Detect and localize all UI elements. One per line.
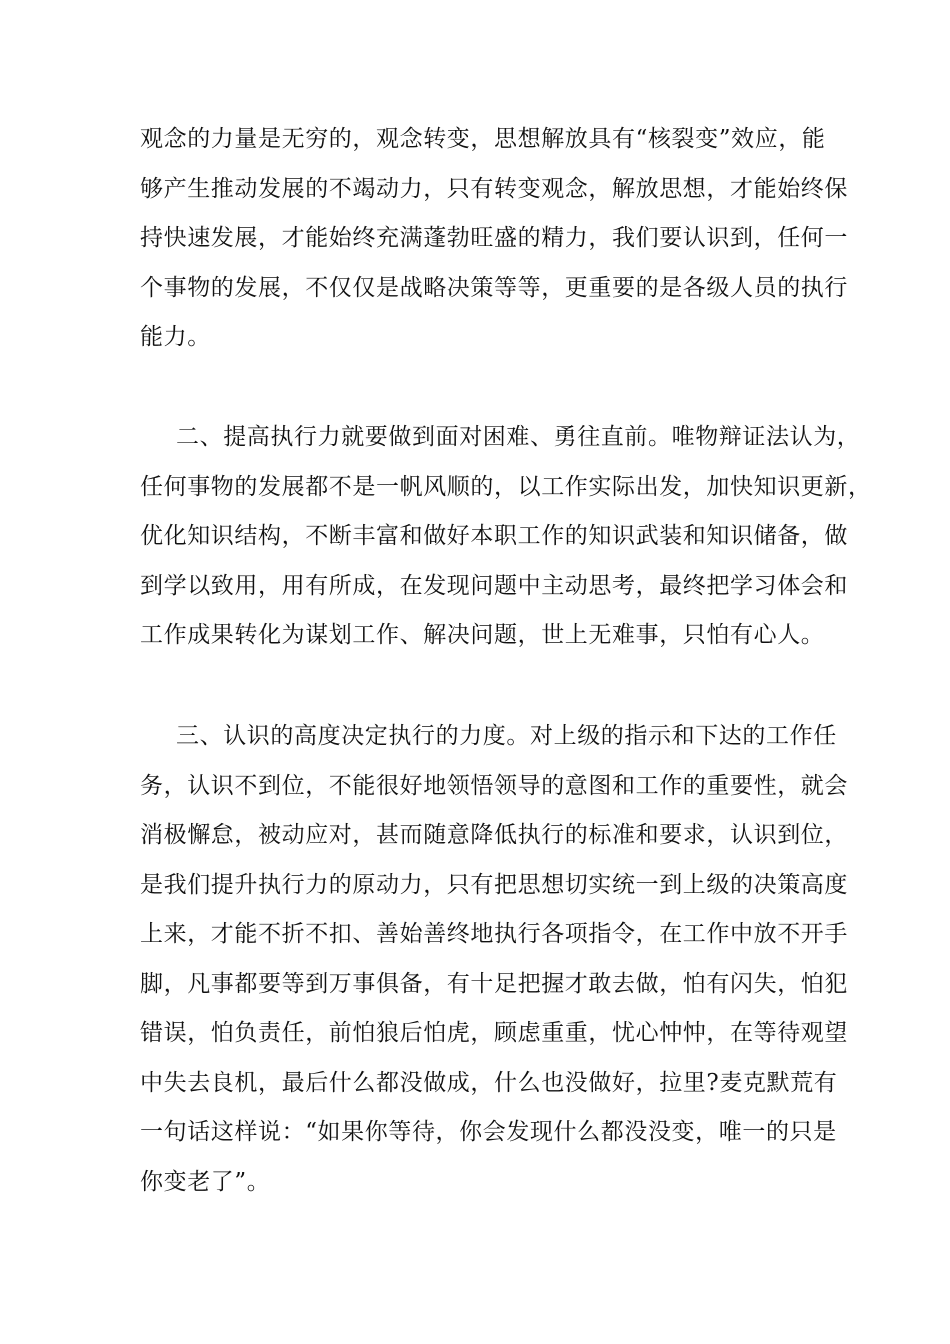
paragraph-section-two [140,413,872,661]
text-line: 到学以致用，用有所成，在发现问题中主动思考，最终把学习体会和 [140,572,848,599]
text-line: 工作成果转化为谋划工作、解决问题，世上无难事，只怕有心人。 [140,622,825,648]
text-line: 个事物的发展，不仅仅是战略决策等等，更重要的是各级人员的执行 [140,274,848,301]
text-line: 任何事物的发展都不是一帆风顺的，以工作实际出发，加快知识更新， [140,473,872,500]
text-line: 能力。 [140,324,211,350]
text-line: 持快速发展，才能始终充满蓬勃旺盛的精力，我们要认识到，任何一 [140,225,848,251]
text-line: 务，认识不到位，不能很好地领悟领导的意图和工作的重要性，就会 [140,772,848,799]
text-line: 上来，才能不折不扣、善始善终地执行各项指令，在工作中放不开手 [140,921,848,947]
text-line: 一句话这样说：“如果你等待，你会发现什么都没没变，唯一的只是 [140,1119,837,1145]
text-line: 错误，怕负责任，前怕狼后怕虎，顾虑重重，忧心忡忡，在等待观望 [140,1020,848,1046]
text-line: 脚，凡事都要等到万事俱备，有十足把握才敢去做，怕有闪失，怕犯 [140,970,848,997]
paragraph-section-three [140,712,848,1207]
text-line: 优化知识结构，不断丰富和做好本职工作的知识武装和知识储备，做 [140,523,848,549]
paragraph-concept [140,115,848,363]
text-line: 够产生推动发展的不竭动力，只有转变观念，解放思想，才能始终保 [140,175,848,202]
text-line: 观念的力量是无穷的，观念转变，思想解放具有“核裂变”效应，能 [140,126,826,152]
text-line: 三、认识的高度决定执行的力度。对上级的指示和下达的工作任 [176,723,837,749]
text-line: 二、提高执行力就要做到面对困难、勇往直前。唯物辩证法认为， [176,424,861,450]
text-line: 消极懈怠，被动应对，甚而随意降低执行的标准和要求，认识到位， [140,822,848,848]
text-line: 是我们提升执行力的原动力，只有把思想切实统一到上级的决策高度 [140,871,848,898]
text-line: 你变老了”。 [140,1168,271,1195]
text-line: 中失去良机，最后什么都没做成，什么也没做好，拉里?麦克默荒有 [140,1069,838,1096]
